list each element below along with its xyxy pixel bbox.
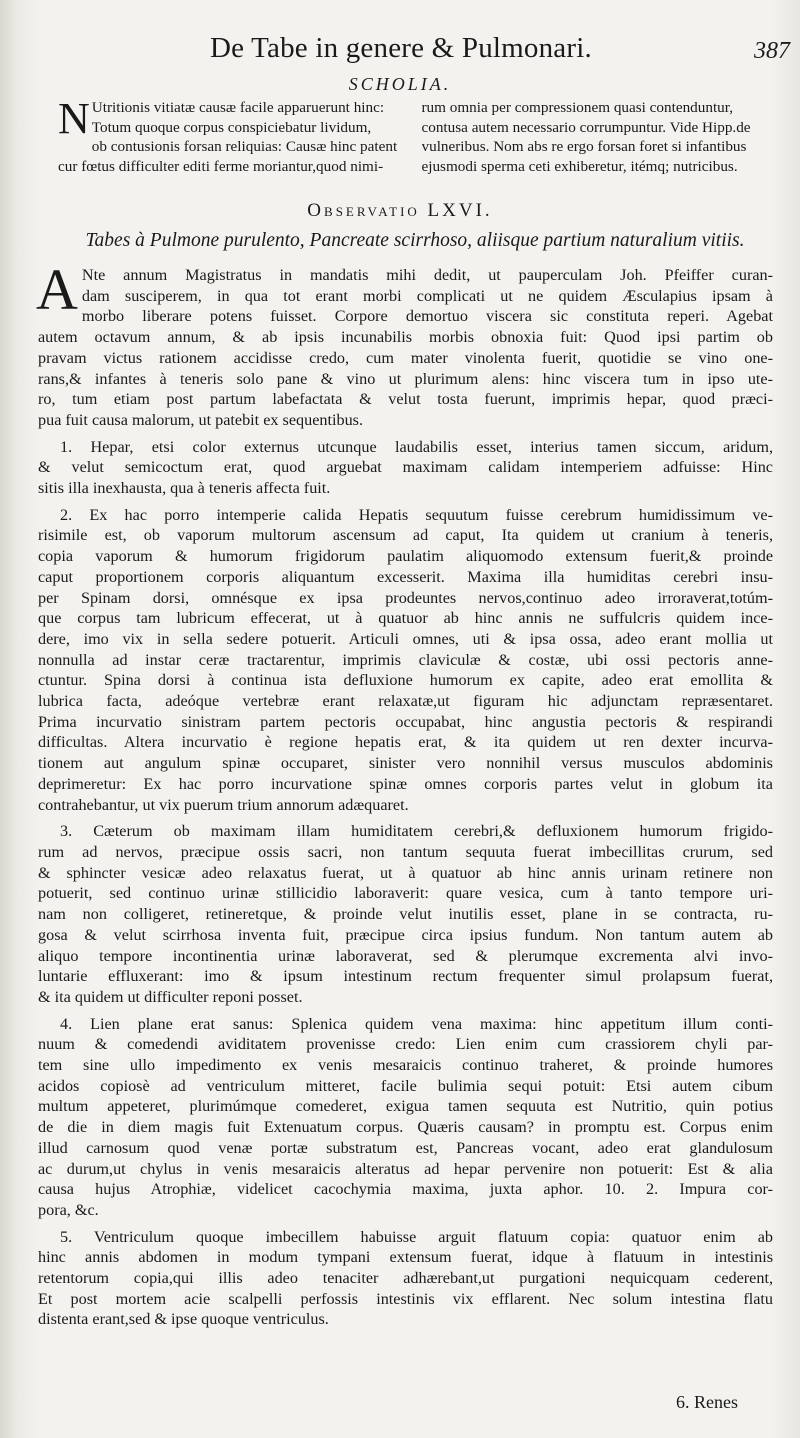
body-line: retentorum copia,qui illis adeo tenaciter adhærebant,ut purgationi nequicquam cederent, (38, 1269, 773, 1288)
body-line: caput proportionem corporis aliquantum excesserit. Maxima illa humiditas cerebri insu- (38, 567, 773, 586)
body-line: acidos copiosè ad ventriculum mitteret, facile bulimia sequi potuit: Etsi autem cibum (38, 1076, 773, 1095)
body-line: difficultas. Altera incurvatio è regione hepatis erat, & ita quidem ut ren dexter incurva- (38, 733, 773, 752)
body-line: gosa & velut scirrhosa inventa fuit, præcipue circa ipsius fundum. Non tantum autem ab (38, 925, 773, 944)
body-paragraph (38, 437, 773, 499)
observation-body (36, 257, 773, 1336)
body-line: ctuntur. Spina dorsi à continua ista defluxione humorum ex capite, adeo erat emollita & (38, 671, 773, 690)
body-line: tionem aut angulum spinæ occuparet, sinister vero nonnihil versus musculos abdominis (38, 754, 773, 773)
body-line: 3. Cæterum ob maximam illam humiditatem cerebri,& defluxionem humorum frigido- (60, 822, 773, 841)
body-line: Et post mortem acie scalpelli perfossis intestinis vix efflarent. Nec solum intestina flatu (38, 1289, 773, 1308)
scholia-heading: SCHOLIA. (348, 74, 452, 94)
scholia-line: cur fœtus difficulter editi ferme moriantur,quod nimi- (58, 157, 384, 175)
body-line: sitis illa inexhausta, qua à teneris affecta fuit. (38, 479, 331, 498)
scholia-line: Totum quoque corpus conspiciebatur lividum, (91, 118, 372, 136)
body-line: lubrica facta, adeóque vertebræ erant relaxatæ,ut figuram hic adjunctam repræsentaret. (38, 692, 773, 711)
body-line: hinc annis abdomen in modum tympani extensum fuerat, idque à flatuum in intestinis (38, 1248, 773, 1267)
body-line: tem sine ullo impedimento ex venis mesaraicis continuo traheret, & proinde humores (38, 1056, 773, 1075)
body-line: distenta erant,sed & ipse quoque ventriculus. (38, 1310, 329, 1329)
body-line: nonnulla ad instar ceræ tractarentur, imprimis claviculæ & costæ, ubi ossi pectoris anne- (38, 650, 773, 669)
body-line: luntarie effluxerant: imo & ipsum intestinum rectum frequenter simul prolapsum fuerat, (38, 967, 773, 986)
body-paragraph (36, 257, 773, 431)
body-paragraph (38, 821, 773, 1007)
scholia-block (58, 94, 773, 176)
body-line: dere, imo vix in sella sedere potuerit. Articuli omnes, uti & ipsa ossa, adeo erant mollia ut (38, 629, 773, 648)
body-paragraph (38, 1014, 773, 1221)
body-line: & velut semicoctum erat, quod arguebat maximam calidam intemperiem adfuisse: Hinc (38, 458, 773, 477)
body-line: illud carnosum quod venæ portæ substratum est, Pancreas vocant, adeo erat glandulosum (38, 1138, 773, 1157)
body-line: & ita quidem ut difficulter reponi posset. (38, 987, 303, 1006)
scholia-line: ejusmodi sperma ceti exhiberetur, itémq; nutricibus. (421, 157, 738, 175)
body-line: aliquo tempore incontinentia urinæ laboraverat, sed & plerumque excrementa alvi invo- (38, 946, 773, 965)
page-number: 387 (754, 38, 790, 64)
catchword: 6. Renes (676, 1392, 738, 1412)
body-line: pora, &c. (38, 1200, 99, 1219)
running-title: De Tabe in genere & Pulmonari. (210, 32, 592, 64)
body-line: contrahebantur, ut vix puerum trium annorum adæquaret. (38, 795, 409, 814)
body-line: autem octavum annum, & ab ipsis incunabilis morbis obnoxia fuit: Quod ipsi partim ob (38, 328, 773, 347)
observatio-heading: Observatio LXVI. (307, 200, 493, 221)
scholia-left-column (58, 94, 410, 176)
body-line: rum ad nervos, præcipue ossis sacri, non tantum sequuta fuerat imbecillitas crurum, sed (38, 842, 773, 861)
body-line: risimile est, ob vaporum multorum ascensum ad caput, Ita quidem ut cranium à teneris, (38, 526, 773, 545)
drop-cap: A (36, 257, 78, 322)
scholia-right-column (422, 98, 774, 176)
body-line: pua fuit causa malorum, ut patebit ex sequentibus. (38, 410, 364, 429)
body-line: potuerit, sed continuo urinæ stillicidio laboraverit: quare vesica, cum à tanto tempore uri- (38, 884, 773, 903)
body-line: de die in diem magis fuit Extenuatum corpus. Quæris causam? in promptu est. Corpus enim (38, 1118, 773, 1137)
body-line: copia vaporum & humorum frigidorum paulatim aliquomodo extensum fuerit,& proinde (38, 547, 773, 566)
scholia-line: rum omnia per compressionem quasi contenduntur, (421, 99, 734, 116)
running-head (60, 30, 790, 70)
scholia-line: vulneribus. Nom abs re ergo forsan foret si infantibus (421, 138, 747, 155)
body-line: deprimeretur: Ex hac porro incurvatione spinæ omnes corporis partes velut in globum ita (38, 774, 773, 793)
body-line: nam non colligeret, retineretque, & proinde velut inutilis esset, plane in se contracta, ru- (38, 905, 773, 924)
body-line: 4. Lien plane erat sanus: Splenica quidem vena maxima: hinc appetitum illum conti- (60, 1014, 773, 1033)
body-line: causa hujus Atrophiæ, videlicet cacochymia maxima, juxta aphor. 10. 2. Impura cor- (38, 1180, 773, 1199)
body-line: per Spinam dorsi, omnésque ex ipsa prodeuntes nervos,continuo adeo irroraverat,totúm- (38, 588, 773, 607)
body-line: Nte annum Magistratus in mandatis mihi dedit, ut pauperculam Joh. Pfeiffer curan- (81, 266, 773, 284)
body-line: dam susciperem, in qua tot erant morbi complicati ut ne quidem Æsculapius ipsam à (81, 286, 773, 305)
body-line: ac durum,ut chylus in venis mesaraicis alteratus ad hepar pervenire non potuerit: Est & alia (38, 1159, 773, 1178)
body-line: que corpus tam lubricum effecerat, ut à quatuor ab hinc annis ne suffulcris quidem ince- (38, 609, 773, 628)
body-line: 1. Hepar, etsi color externus utcunque laudabilis esset, interius tamen siccum, aridum, (60, 437, 773, 456)
observatio-title: Tabes à Pulmone purulento, Pancreate scirrhoso, aliisque partium naturalium vitiis. (85, 230, 745, 251)
body-line: rans,& infantes à teneris solo pane & vino ut plurimum alens: hinc viscera tum in ipso ute- (38, 369, 773, 388)
body-line: ro, tum etiam post partum labefactata & velut tosta fuerunt, imprimis hepar, quod præci- (38, 390, 773, 409)
scholia-line: ob contusionis forsan reliquias: Causæ hinc patent (91, 138, 398, 155)
body-line: multum appeteret, plurimúmque comederet, exigua tamen sequuta est Nutritio, quin potius (38, 1097, 773, 1116)
body-line: 5. Ventriculum quoque imbecillem habuisse arguit flatuum copia: quatuor enim ab (60, 1227, 773, 1246)
scholia-drop-cap: N (58, 94, 90, 143)
body-line: morbo liberare potens fuisset. Corpore demortuo viscera sic constituta reperi. Agebat (81, 307, 773, 326)
scholia-line: Utritionis vitiatæ causæ facile apparuerunt hinc: (91, 99, 385, 116)
body-line: pravam victus rationem accidisse credo, cum mater vinolenta fuerit, quotidie se vino one- (38, 348, 773, 367)
body-line: 2. Ex hac porro intemperie calida Hepatis sequutum fuisse cerebrum humidissimum ve- (60, 505, 773, 524)
body-paragraph (38, 1227, 773, 1331)
body-paragraph (38, 505, 773, 816)
scholia-line: contusa autem necessario corrumpuntur. Vide Hipp.de (421, 118, 751, 136)
body-line: Prima incurvatio sinistram partem pectoris occupabat, hinc angustia pectoris & respirandi (38, 712, 773, 731)
body-line: & sphincter vesicæ adeo relaxatus fuerat, ut à quatuor ab hinc annis urinam retinere non (38, 863, 773, 882)
body-line: nuum & comedendi aviditatem provenisse credo: Lien enim cum crassiorem chyli par- (38, 1035, 773, 1054)
